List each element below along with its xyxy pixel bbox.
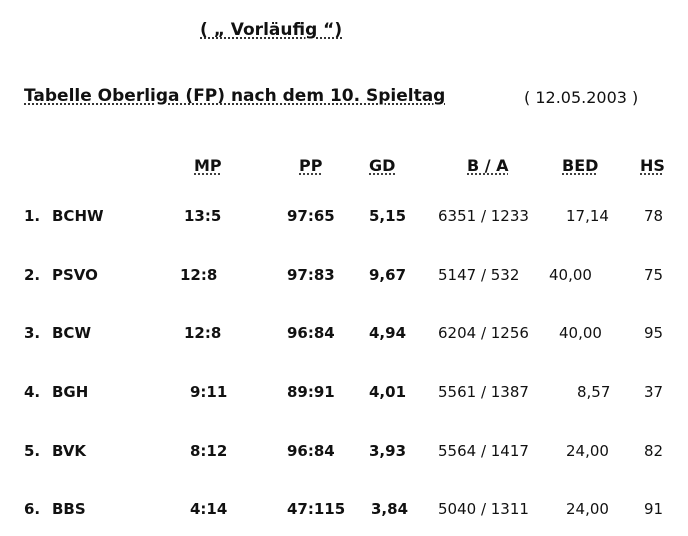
gd-cell: 4,01 — [369, 383, 407, 401]
ba-cell: 5040 / 1311 — [438, 500, 529, 518]
bed-cell: 40,00 — [559, 324, 602, 342]
mp-cell: 13:5 — [184, 207, 222, 225]
team-cell: PSVO — [52, 266, 98, 284]
ba-cell: 5561 / 1387 — [438, 383, 529, 401]
mp-cell: 12:8 — [184, 324, 222, 342]
bed-cell: 8,57 — [577, 383, 611, 401]
ba-cell: 5147 / 532 — [438, 266, 520, 284]
rank-cell: 4. — [24, 383, 41, 401]
bed-cell: 17,14 — [566, 207, 609, 225]
pp-cell: 89:91 — [287, 383, 335, 401]
gd-cell: 3,93 — [369, 442, 407, 460]
pp-cell: 97:83 — [287, 266, 335, 284]
rank-cell: 2. — [24, 266, 41, 284]
hs-cell: 91 — [644, 500, 664, 518]
bed-cell: 40,00 — [549, 266, 592, 284]
pp-cell: 96:84 — [287, 442, 335, 460]
ba-cell: 6351 / 1233 — [438, 207, 529, 225]
hs-cell: 75 — [644, 266, 664, 284]
ba-cell: 5564 / 1417 — [438, 442, 529, 460]
rank-cell: 5. — [24, 442, 41, 460]
team-cell: BBS — [52, 500, 86, 518]
rank-cell: 3. — [24, 324, 41, 342]
hs-cell: 82 — [644, 442, 664, 460]
preliminary-note: ( „ Vorläufig “) — [200, 20, 343, 40]
mp-cell: 12:8 — [180, 266, 218, 284]
col-header-hs: HS — [640, 156, 665, 175]
mp-cell: 4:14 — [190, 500, 228, 518]
bed-cell: 24,00 — [566, 500, 609, 518]
pp-cell: 97:65 — [287, 207, 335, 225]
gd-cell: 4,94 — [369, 324, 407, 342]
pp-cell: 47:115 — [287, 500, 346, 518]
hs-cell: 78 — [644, 207, 664, 225]
col-header-ba: B / A — [467, 156, 509, 175]
rank-cell: 1. — [24, 207, 41, 225]
ba-cell: 6204 / 1256 — [438, 324, 529, 342]
team-cell: BCHW — [52, 207, 104, 225]
page-title: Tabelle Oberliga (FP) nach dem 10. Spieltag — [24, 86, 446, 106]
col-header-mp: MP — [194, 156, 222, 175]
col-header-gd: GD — [369, 156, 396, 175]
team-cell: BVK — [52, 442, 87, 460]
bed-cell: 24,00 — [566, 442, 609, 460]
hs-cell: 95 — [644, 324, 664, 342]
gd-cell: 5,15 — [369, 207, 407, 225]
mp-cell: 8:12 — [190, 442, 228, 460]
gd-cell: 3,84 — [371, 500, 409, 518]
date-label: ( 12.05.2003 ) — [524, 88, 639, 107]
team-cell: BCW — [52, 324, 91, 342]
col-header-pp: PP — [299, 156, 323, 175]
mp-cell: 9:11 — [190, 383, 228, 401]
rank-cell: 6. — [24, 500, 41, 518]
hs-cell: 37 — [644, 383, 664, 401]
pp-cell: 96:84 — [287, 324, 335, 342]
col-header-bed: BED — [562, 156, 599, 175]
team-cell: BGH — [52, 383, 89, 401]
gd-cell: 9,67 — [369, 266, 407, 284]
